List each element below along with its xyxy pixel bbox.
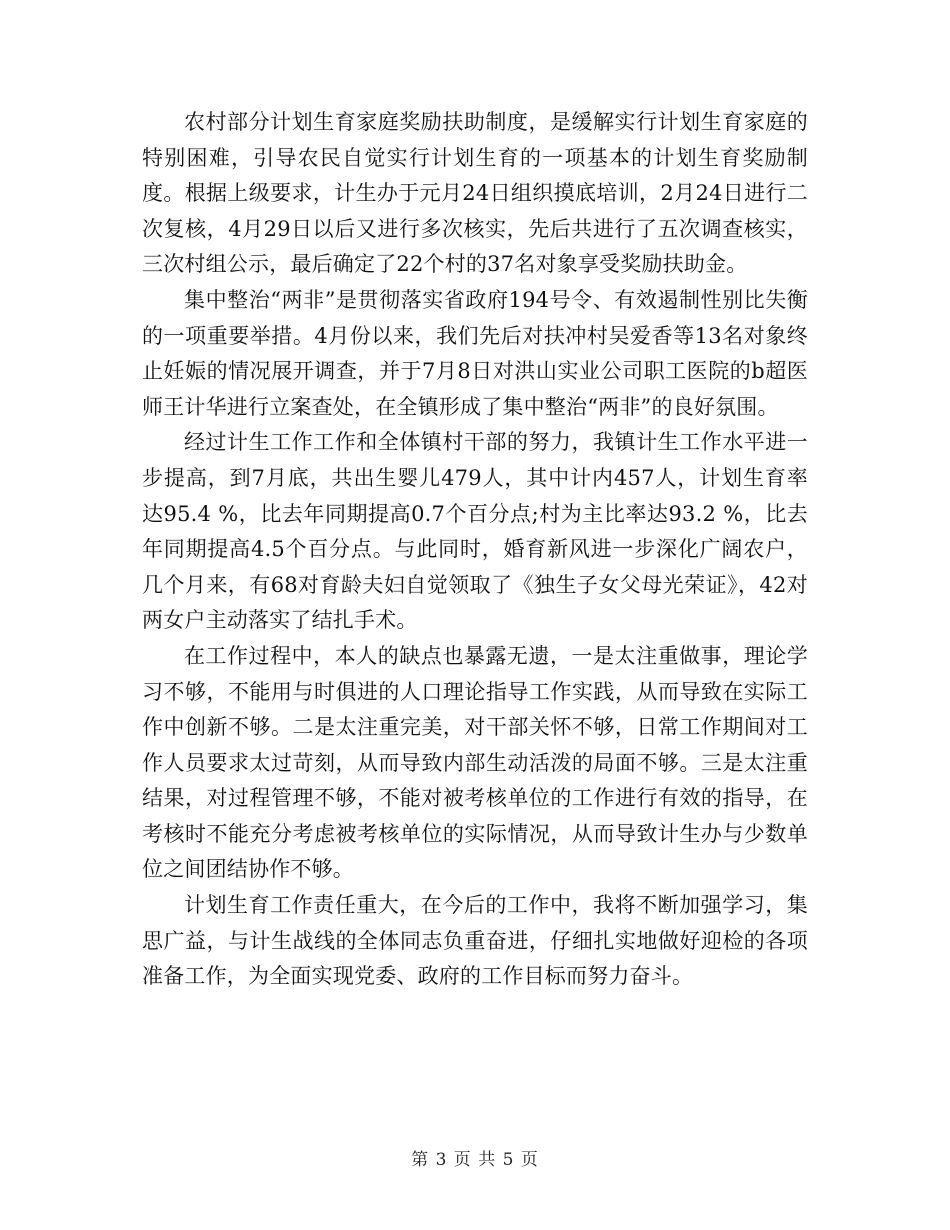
document-body (142, 105, 808, 995)
paragraph-future-plan: 计划生育工作责任重大，在今后的工作中，我将不断加强学习，集思广益，与计生战线的全体同志负重奋进，仔细扎实地做好迎检的各项准备工作，为全面实现党委、政府的工作目标而努力奋斗。 (142, 893, 808, 989)
page-number-footer: 第 3 页 共 5 页 (411, 1150, 539, 1170)
paragraph-work-results: 经过计生工作工作和全体镇村干部的努力，我镇计生工作水平进一步提高，到7月底，共出生婴儿479人，其中计内457人，计划生育率达95.4 %，比去年同期提高0.7个百分点;村为主比率达93.2 %，比去年同期提高4.5个百分点。与此同时，婚育新风进一步深化广阔农户，几个月来，有68对育龄夫妇自觉领取了《独生子女父母光荣证》，42对两女户主动落实了结扎手术。 (142, 430, 808, 633)
paragraph-shortcomings: 在工作过程中，本人的缺点也暴露无遗，一是太注重做事，理论学习不够，不能用与时俱进的人口理论指导工作实践，从而导致在实际工作中创新不够。二是太注重完美，对干部关怀不够，日常工作期间对工作人员要求太过苛刻，从而导致内部生动活泼的局面不够。三是太注重结果，对过程管理不够，不能对被考核单位的工作进行有效的指导，在考核时不能充分考虑被考核单位的实际情况，从而导致计生办与少数单位之间团结协作不够。 (142, 643, 808, 882)
paragraph-two-non-rectification: 集中整治“两非”是贯彻落实省政府194号令、有效遏制性别比失衡的一项重要举措。4月份以来，我们先后对扶冲村吴爱香等13名对象终止妊娠的情况展开调查，并于7月8日对洪山实业公司职工医院的b超医师王计华进行立案查处，在全镇形成了集中整治“两非”的良好氛围。 (142, 287, 808, 419)
paragraph-incentive-system: 农村部分计划生育家庭奖励扶助制度，是缓解实行计划生育家庭的特别困难，引导农民自觉实行计划生育的一项基本的计划生育奖励制度。根据上级要求，计生办于元月24日组织摸底培训，2月24日进行二次复核，4月29日以后又进行多次核实，先后共进行了五次调查核实，三次村组公示，最后确定了22个村的37名对象享受奖励扶助金。 (142, 110, 808, 277)
